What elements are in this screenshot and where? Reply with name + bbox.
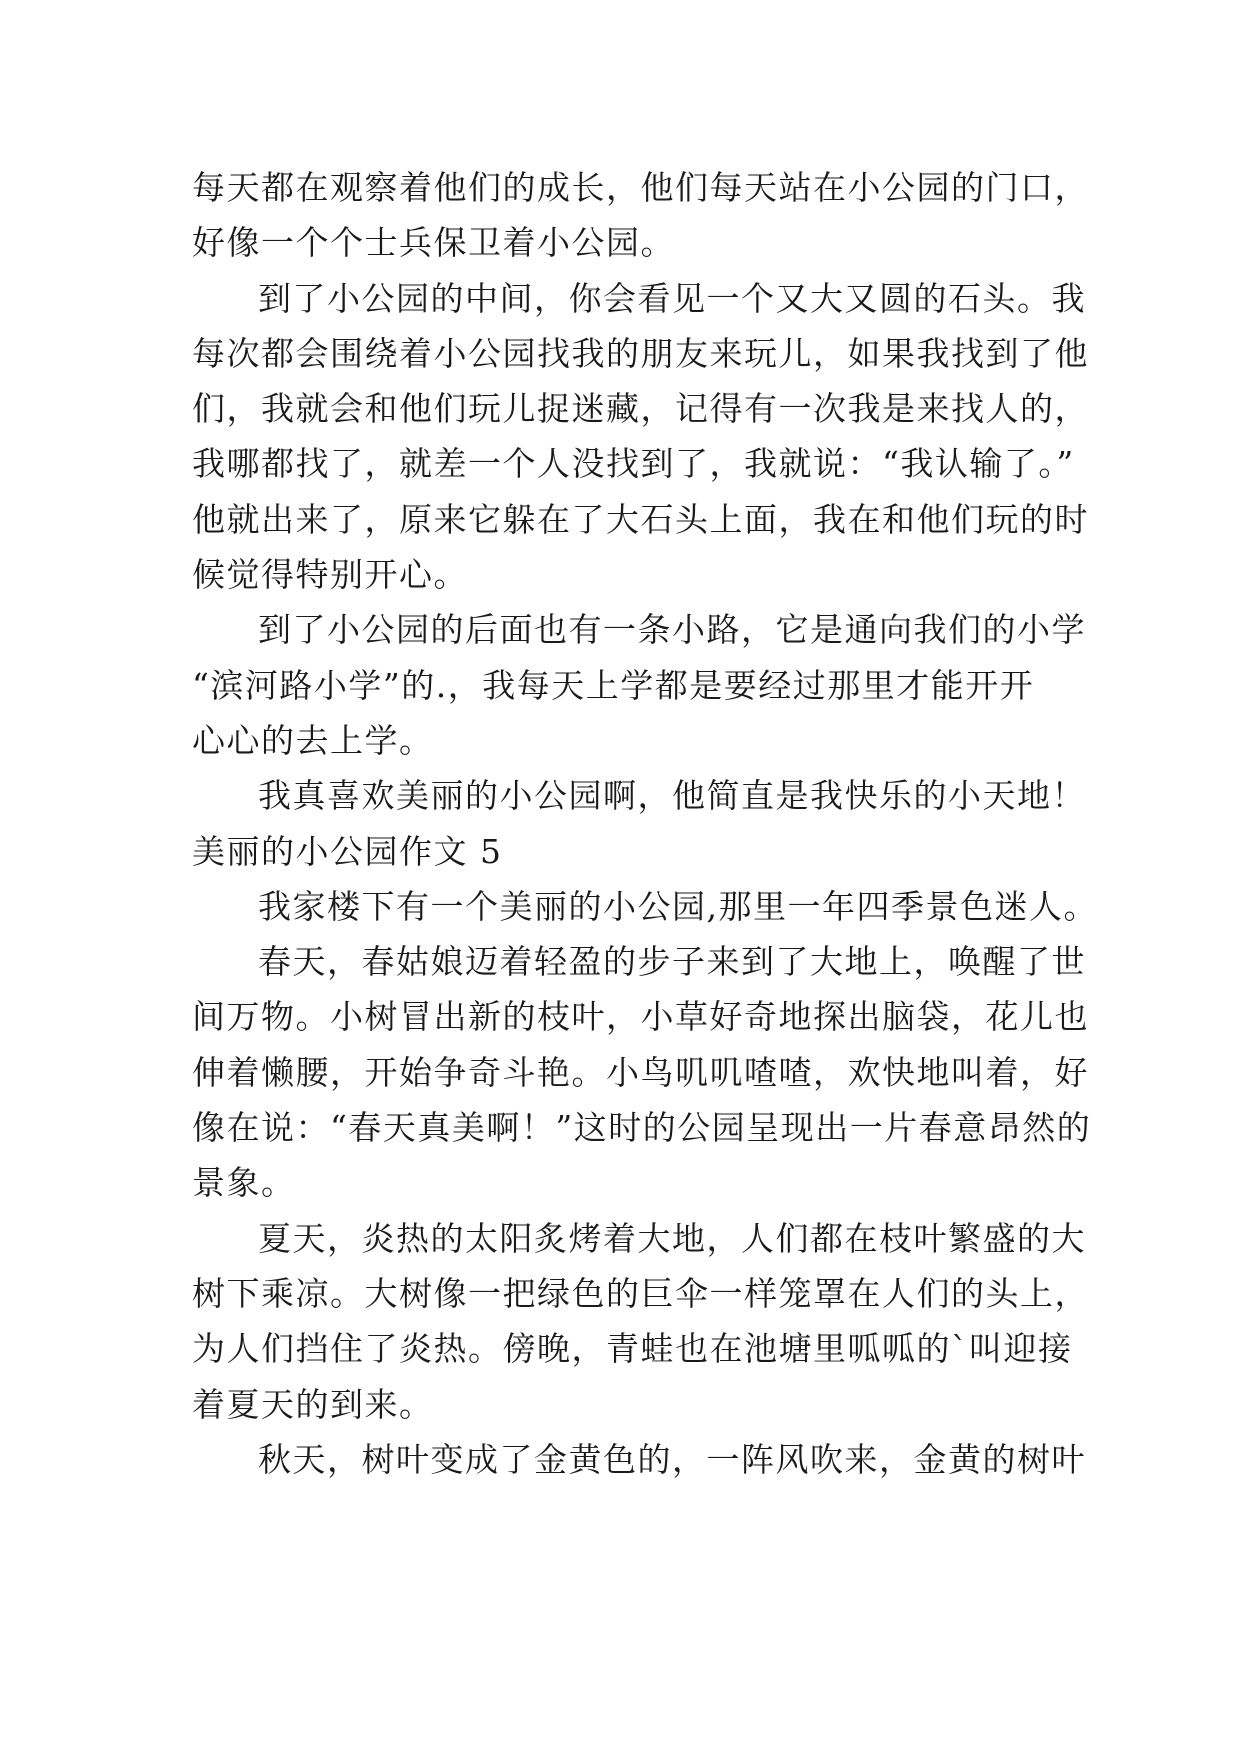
text-line: 我哪都找了，就差一个人没找到了，我就说：“我认输了。”: [192, 444, 1075, 484]
text-line: 间万物。小树冒出新的枝叶，小草好奇地探出脑袋，花儿也: [192, 997, 1089, 1037]
text-line: 景象。: [192, 1163, 296, 1203]
text-line: 像在说：“春天真美啊！”这时的公园呈现出一片春意昂然的: [192, 1108, 1092, 1148]
text-line: 心心的去上学。: [192, 720, 434, 760]
text-line: 他就出来了，原来它躲在了大石头上面，我在和他们玩的时: [192, 499, 1089, 539]
text-line: 每次都会围绕着小公园找我的朋友来玩儿，如果我找到了他: [192, 333, 1089, 373]
paragraph-first-line: 我家楼下有一个美丽的小公园,那里一年四季景色迷人。: [258, 886, 1098, 926]
text-line: “滨河路小学”的.，我每天上学都是要经过那里才能开开: [192, 665, 1035, 705]
paragraph-first-line: 我真喜欢美丽的小公园啊，他简直是我快乐的小天地！: [258, 776, 1086, 816]
paragraph-first-line: 夏天，炎热的太阳炙烤着大地，人们都在枝叶繁盛的大: [258, 1218, 1086, 1258]
text-line: 好像一个个士兵保卫着小公园。: [192, 223, 675, 263]
text-line: 着夏天的到来。: [192, 1384, 434, 1424]
text-line: 们，我就会和他们玩儿捉迷藏，记得有一次我是来找人的，: [192, 389, 1089, 429]
paragraph-first-line: 春天，春姑娘迈着轻盈的步子来到了大地上，唤醒了世: [258, 942, 1086, 982]
section-heading: 美丽的小公园作文 5: [192, 831, 503, 871]
text-line: 候觉得特别开心。: [192, 555, 468, 595]
paragraph-first-line: 秋天，树叶变成了金黄色的，一阵风吹来，金黄的树叶: [258, 1439, 1086, 1479]
text-line: 树下乘凉。大树像一把绿色的巨伞一样笼罩在人们的头上，: [192, 1273, 1089, 1313]
text-line: 为人们挡住了炎热。傍晚，青蛙也在池塘里呱呱的`叫迎接: [192, 1329, 1073, 1369]
text-line: 每天都在观察着他们的成长，他们每天站在小公园的门口，: [192, 168, 1089, 207]
paragraph-first-line: 到了小公园的后面也有一条小路，它是通向我们的小学: [258, 610, 1086, 650]
paragraph-first-line: 到了小公园的中间，你会看见一个又大又圆的石头。我: [258, 278, 1086, 318]
text-line: 伸着懒腰，开始争奇斗艳。小鸟叽叽喳喳，欢快地叫着，好: [192, 1052, 1089, 1092]
body-text: [192, 160, 1098, 1487]
